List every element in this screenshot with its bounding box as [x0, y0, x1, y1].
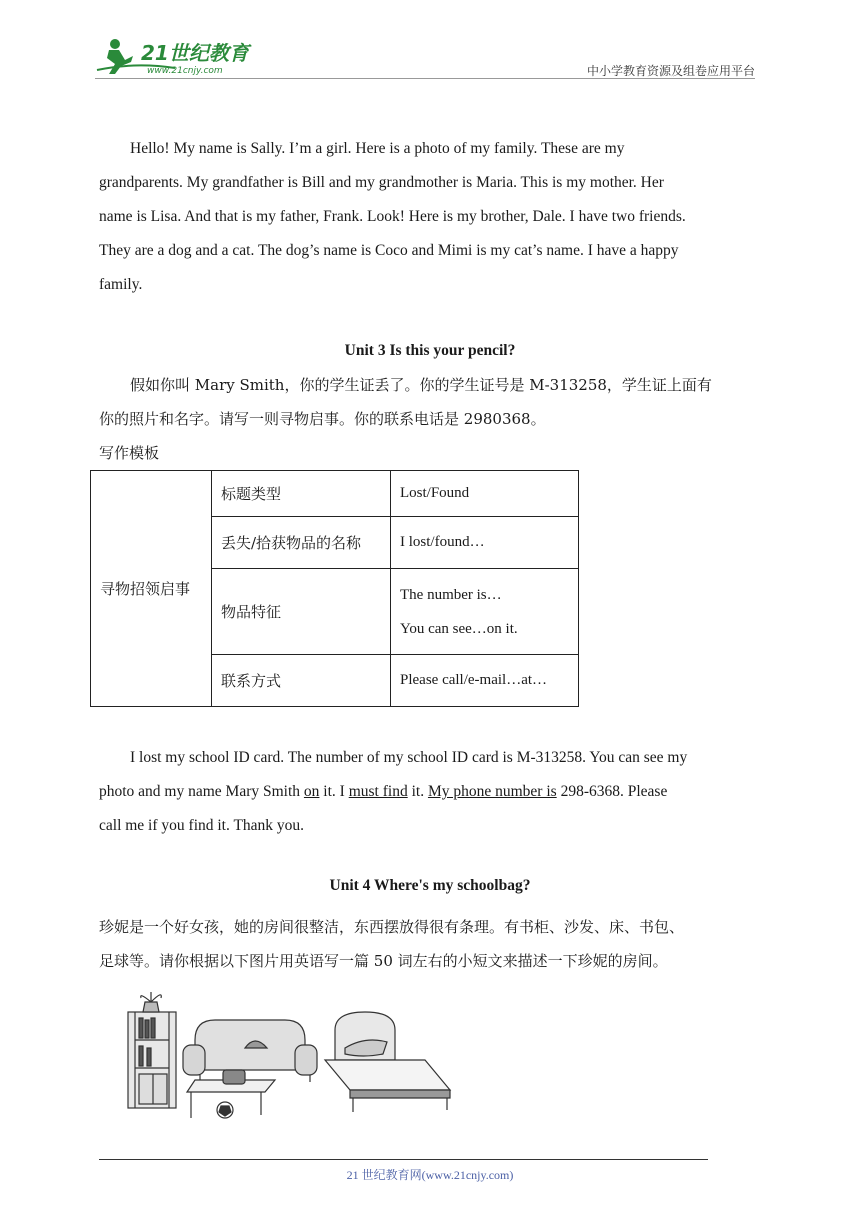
- answer-line: I lost my school ID card. The number of my school ID card is M-313258. You can see my: [130, 749, 688, 766]
- logo-21cnjy: [95, 34, 275, 76]
- answer-line: call me if you find it. Thank you.: [99, 817, 305, 834]
- unit4-prompt: [99, 910, 764, 978]
- template-label: 写作模板: [99, 444, 160, 462]
- prompt-line: 珍妮是一个好女孩，她的房间很整洁，东西摆放得很有条理。有书柜、沙发、床、书包、: [99, 918, 685, 936]
- answer-underlined: on: [303, 783, 320, 800]
- unit3-title: Unit 3 Is this your pencil?: [344, 342, 516, 359]
- writing-template-table: [90, 470, 579, 707]
- footer-divider: [99, 1159, 708, 1160]
- table-row-value: I lost/found…: [391, 517, 579, 569]
- passage-line: grandparents. My grandfather is Bill and my grandmother is Maria. This is my mother. Her: [99, 174, 664, 191]
- table-row-label: 物品特征: [212, 569, 391, 655]
- header-divider: [95, 78, 755, 79]
- prompt-line: 假如你叫 Mary Smith，你的学生证丢了。你的学生证号是 M-313258，学生证上面有: [130, 376, 712, 394]
- footer-text: 21 世纪教育网(www.21cnjy.com): [346, 1168, 514, 1182]
- logo-url: www.21cnjy.com: [147, 66, 223, 76]
- passage-family: [99, 132, 764, 166]
- unit3-prompt: [99, 368, 764, 402]
- unit3-answer: [99, 741, 764, 775]
- prompt-line: 你的照片和名字。请写一则寻物启事。你的联系电话是 2980368。: [99, 410, 546, 428]
- passage-family-cont: [99, 166, 764, 302]
- room-illustration: [125, 990, 455, 1125]
- table-value-line: The number is…: [400, 586, 502, 603]
- platform-name: 中小学教育资源及组卷应用平台: [586, 64, 755, 78]
- answer-text: photo and my name Mary Smith: [99, 783, 304, 800]
- table-row-label: 丢失/拾获物品的名称: [212, 517, 391, 569]
- plant-icon: [143, 1002, 159, 1012]
- unit3-prompt-cont: [99, 402, 764, 436]
- answer-underlined: My phone number is: [427, 783, 557, 800]
- answer-line: [99, 775, 764, 809]
- table-row-value: Lost/Found: [391, 471, 579, 517]
- schoolbag-icon: [223, 1070, 245, 1084]
- answer-text: it. I: [319, 783, 349, 800]
- answer-underlined: must find: [348, 783, 408, 800]
- logo-text: 21世纪教育: [141, 41, 249, 65]
- unit3-answer-cont: [99, 775, 764, 843]
- page-header: [95, 30, 755, 80]
- table-row-value: [391, 569, 579, 655]
- unit4-title: Unit 4 Where's my schoolbag?: [329, 877, 531, 894]
- table-row-value: Please call/e-mail…at…: [391, 655, 579, 707]
- answer-text: 298-6368. Please: [556, 783, 668, 800]
- prompt-line: 足球等。请你根据以下图片用英语写一篇 50 词左右的小短文来描述一下珍妮的房间。: [99, 952, 668, 970]
- table-row-label: 标题类型: [212, 471, 391, 517]
- table-category: 寻物招领启事: [91, 471, 212, 707]
- passage-line: name is Lisa. And that is my father, Frank. Look! Here is my brother, Dale. I have two friends.: [99, 208, 686, 225]
- passage-line: family.: [99, 276, 143, 293]
- table-row-label: 联系方式: [212, 655, 391, 707]
- passage-line: They are a dog and a cat. The dog’s name is Coco and Mimi is my cat’s name. I have a happy: [99, 242, 679, 259]
- answer-text: it.: [407, 783, 428, 800]
- passage-line: Hello! My name is Sally. I’m a girl. Here is a photo of my family. These are my: [130, 140, 625, 157]
- table-value-line: You can see…on it.: [400, 620, 518, 637]
